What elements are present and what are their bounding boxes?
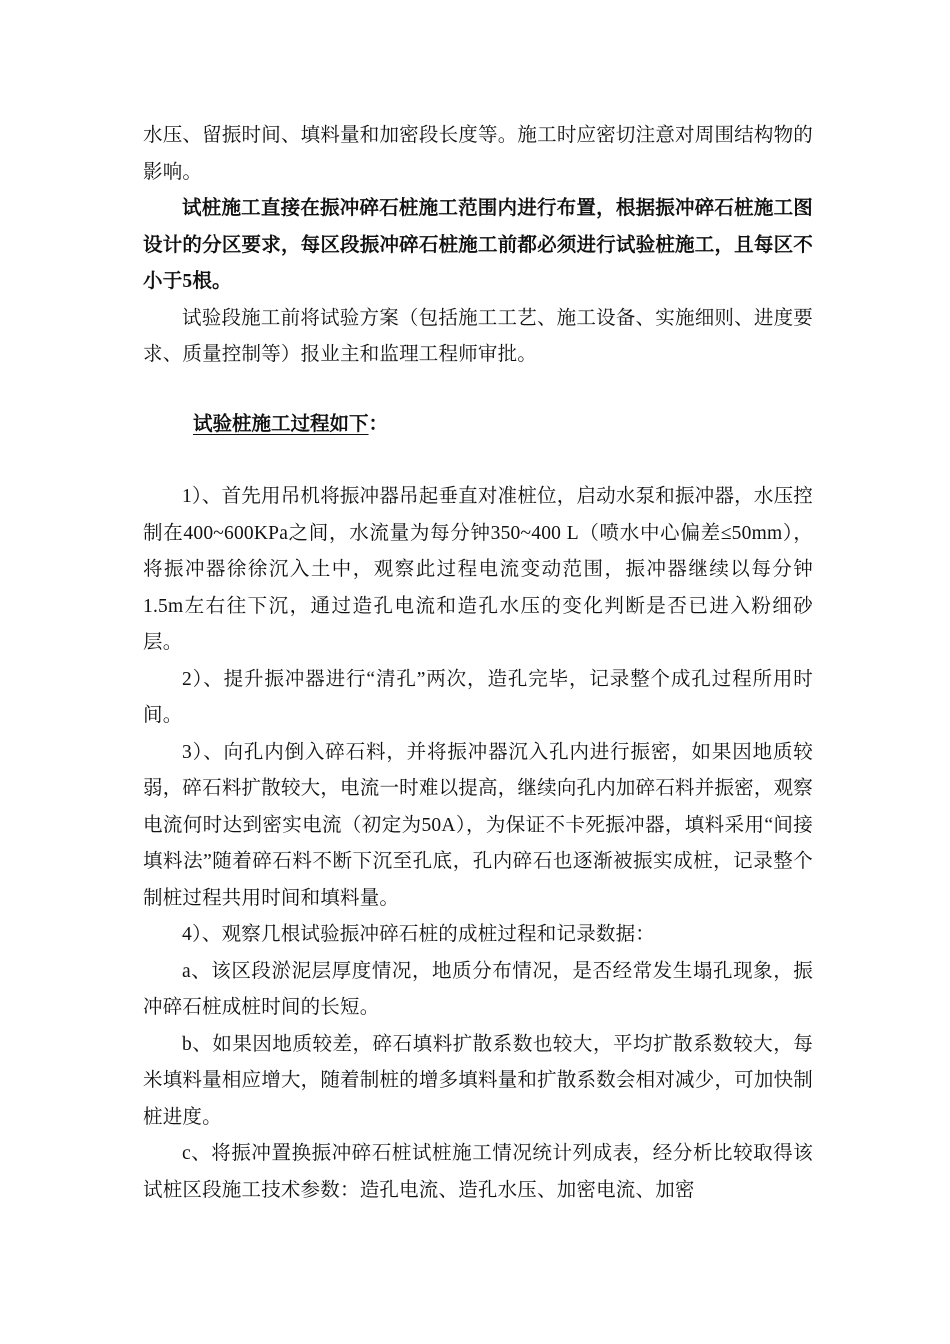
section-heading-text: 试验桩施工过程如下: [193, 413, 369, 435]
step-4: 4）、观察几根试验振冲碎石桩的成桩过程和记录数据：: [182, 924, 656, 945]
step-3: 3）、向孔内倒入碎石料，并将振冲器沉入孔内进行振密，如果因地质较弱，碎石料扩散较大，电流一时难以提高，继续向孔内加碎石料并振密，观察电流何时达到密实电流（初定为50A），为保证不卡死振冲器，填料采用“间接填料法”随着碎石料不断下沉至孔底，孔内碎石也逐渐被振实成桩，记录整个制桩过程共用时间和填料量。: [143, 741, 813, 909]
step-4-item-c: c、将振冲置换振冲碎石桩试桩施工情况统计列成表，经分析比较取得该试桩区段施工技术参数：造孔电流、造孔水压、加密电流、加密: [143, 1143, 813, 1201]
paragraph-trial-pile-layout: 试桩施工直接在振冲碎石桩施工范围内进行布置，根据振冲碎石桩施工图设计的分区要求，每区段振冲碎石桩施工前都必须进行试验桩施工，且每区不小于5根。: [143, 198, 813, 292]
paragraph-continuation: 水压、留振时间、填料量和加密段长度等。施工时应密切注意对周围结构物的影响。: [143, 125, 813, 183]
spacer: [143, 443, 813, 479]
paragraph-trial-plan-approval: 试验段施工前将试验方案（包括施工工艺、施工设备、实施细则、进度要求、质量控制等）报业主和监理工程师审批。: [143, 307, 813, 365]
section-heading: [143, 407, 813, 444]
section-heading-colon: ：: [368, 413, 389, 435]
step-4-item-b: b、如果因地质较差，碎石填料扩散系数也较大，平均扩散系数较大，每米填料量相应增大，随着制桩的增多填料量和扩散系数会相对减少，可加快制桩进度。: [143, 1033, 813, 1128]
step-4-item-a: a、该区段淤泥层厚度情况，地质分布情况，是否经常发生塌孔现象，振冲碎石桩成桩时间的长短。: [143, 960, 813, 1018]
step-2: 2）、提升振冲器进行“清孔”两次，造孔完毕，记录整个成孔过程所用时间。: [143, 668, 813, 726]
step-1: 1）、首先用吊机将振冲器吊起垂直对准桩位，启动水泵和振冲器，水压控制在400~600KPa之间，水流量为每分钟350~400 L（喷水中心偏差≤50mm），将振冲器徐徐沉入土中，观察此过程电流变动范围，振冲器继续以每分钟1.5m左右往下沉，通过造孔电流和造孔水压的变化判断是否已进入粉细砂层。: [143, 486, 813, 653]
document-body: [143, 118, 813, 1209]
